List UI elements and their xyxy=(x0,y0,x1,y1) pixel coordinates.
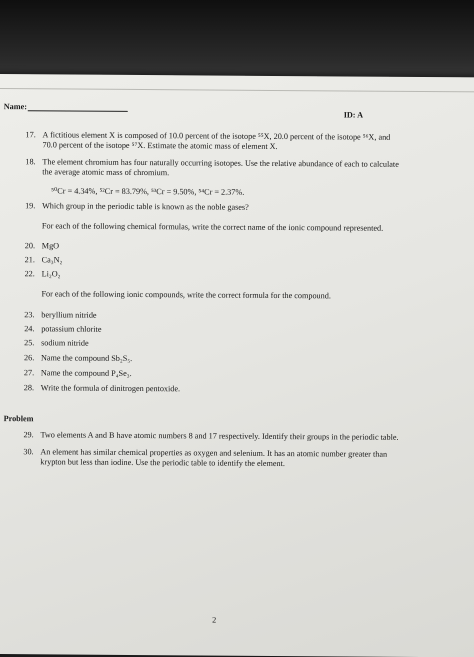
question-text-line: krypton but less than iodine. Use the periodic table to identify the element. xyxy=(40,457,285,469)
question-text-line: Li₂O₂ xyxy=(41,269,61,279)
question-number: 29. xyxy=(23,430,34,440)
question-number: 21. xyxy=(24,255,35,265)
question-number: 26. xyxy=(23,353,35,363)
question-text-line: The element chromium has four naturally occurring isotopes. Use the relative abundance of each to calculate xyxy=(42,157,399,169)
question-number: 28. xyxy=(23,383,35,393)
question-number: 20. xyxy=(24,241,36,251)
page-top-rule xyxy=(0,88,474,92)
question-text-line: sodium nitride xyxy=(41,338,89,348)
question-number: 27. xyxy=(23,368,35,378)
question-text-line: Ca₃N₂ xyxy=(41,255,63,265)
page-number: 2 xyxy=(212,615,217,625)
question-text-line: beryllium nitride xyxy=(41,310,97,320)
question-text-line: A fictitious element X is composed of 10.0 percent of the isotope ⁵⁵X, 20.0 percent of the isotope ⁵⁶X, and xyxy=(42,130,391,142)
name-label: Name: xyxy=(3,102,27,112)
question-text-line: the average atomic mass of chromium. xyxy=(42,167,170,178)
question-text-line: Two elements A and B have atomic numbers 8 and 17 respectively. Identify their groups in the periodic table. xyxy=(40,430,399,442)
question-number: 22. xyxy=(24,269,35,279)
question-text-line: MgO xyxy=(41,241,60,251)
name-underline xyxy=(28,110,128,112)
question-number: 30. xyxy=(23,447,34,457)
question-text-line: Which group in the periodic table is known as the noble gases? xyxy=(42,201,249,212)
instructions-text: For each of the following chemical formulas, write the correct name of the ionic compound represented. xyxy=(41,221,384,233)
background-shadow xyxy=(0,0,474,84)
problem-heading: Problem xyxy=(3,414,34,424)
instructions-text: For each of the following ionic compounds, write the correct formula for the compound. xyxy=(41,289,331,301)
question-text-line: Name the compound Sb₂S₅. xyxy=(40,353,133,363)
question-text-line: Name the compound P₄Se₃. xyxy=(40,368,132,378)
question-text-line: An element has similar chemical properties as oxygen and selenium. It has an atomic number greater than xyxy=(40,447,388,459)
question-number: 17. xyxy=(25,130,36,140)
question-number: 19. xyxy=(25,201,36,211)
id-label: ID: A xyxy=(343,110,364,120)
question-text-line: Write the formula of dinitrogen pentoxide. xyxy=(40,383,181,394)
question-number: 24. xyxy=(24,324,35,334)
question-number: 25. xyxy=(24,338,35,348)
question-number: 18. xyxy=(25,157,36,167)
worksheet-page xyxy=(0,74,474,657)
question-text-line: 70.0 percent of the isotope ⁵⁷X. Estimate the atomic mass of element X. xyxy=(42,140,278,151)
question-text-line: potassium chlorite xyxy=(41,324,102,334)
isotope-abundance-line: ⁵⁰Cr = 4.34%, ⁵²Cr = 83.79%, ⁵³Cr = 9.50%, ⁵⁴Cr = 2.37%. xyxy=(51,186,245,197)
question-number: 23. xyxy=(24,310,35,320)
